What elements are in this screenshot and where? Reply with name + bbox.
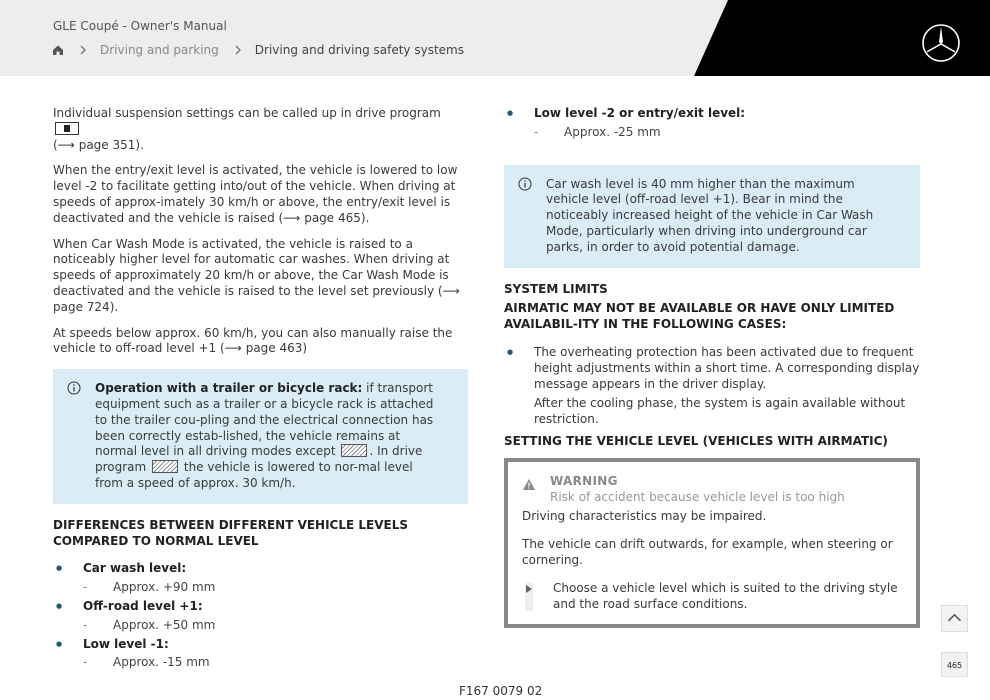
level-label: Low level -2 or entry/exit level: (534, 106, 746, 120)
footer-code: F167 0079 02 (459, 684, 543, 698)
level-value: Approx. +50 mm (113, 617, 216, 632)
section-subheading-limits: AIRMATIC MAY NOT BE AVAILABLE OR HAVE ONLY LIMITED AVAILABIL-ITY IN THE FOLLOWING CASES: (504, 301, 895, 332)
info-bold-label: Operation with a trailer or bicycle rack: (95, 381, 363, 396)
car-wash-icon (341, 444, 367, 457)
paragraph-entry-exit-level: When the entry/exit level is activated, the vehicle is lowered to low level -2 to facilitate getting into/out of the vehicle. When driving at speeds of approx-imately 30 km/h or above, the entry/exit level is deactivated and the vehicle is raised (⟶ page 465). (53, 163, 458, 225)
info-box-trailer (53, 369, 468, 504)
list-item (53, 599, 468, 615)
paragraph-manual-raise: At speeds below approx. 60 km/h, you can also manually raise the vehicle to off-road level +1 (⟶ page 463) (53, 325, 453, 356)
levels-list (53, 637, 468, 653)
breadcrumb-current: Driving and driving safety systems (254, 43, 464, 57)
limits-list (504, 345, 920, 428)
dash-marker: - (534, 124, 539, 139)
section-heading-system-limits: SYSTEM LIMITS (504, 281, 608, 296)
car-wash-icon (152, 460, 178, 473)
list-subitem (53, 655, 468, 671)
warning-box (504, 458, 920, 629)
header-bar (0, 0, 990, 76)
left-column (53, 106, 468, 671)
warning-action-text: Choose a vehicle level which is suited to the driving style and the road surface conditions. (553, 580, 898, 611)
list-item (504, 106, 920, 122)
levels-list (53, 561, 468, 577)
dash-marker: - (83, 617, 88, 632)
drive-program-icon (55, 122, 79, 135)
chevron-right-icon (233, 44, 243, 56)
list-item (53, 637, 468, 653)
warning-action (522, 581, 902, 613)
warning-triangle-icon (522, 478, 536, 491)
info-text: if transport equipment such as a trailer or a bicycle rack is attached to the trailer cou-pling and the electrical connection has been correctly estab-lished, the vehicle remains at normal level in all driving modes except (95, 381, 434, 459)
section-heading-setting-level: SETTING THE VEHICLE LEVEL (VEHICLES WITH AIRMATIC) (504, 433, 888, 448)
info-text: . In drive program (95, 444, 423, 475)
list-subitem (504, 125, 920, 141)
warning-title: WARNING (550, 473, 618, 488)
warning-line: Driving characteristics may be impaired. (522, 509, 767, 524)
chevron-up-icon (942, 606, 967, 631)
list-subitem (53, 618, 468, 634)
dash-marker: - (83, 655, 88, 670)
info-box-car-wash (504, 165, 920, 268)
level-value: Approx. -25 mm (564, 124, 661, 139)
mercedes-star-logo (921, 23, 961, 63)
level-value: Approx. +90 mm (113, 580, 216, 595)
paragraph-car-wash-mode: When Car Wash Mode is activated, the vehicle is raised to a noticeably higher level for automatic car washes. When driving at speeds of approximately 20 km/h or above, the Car Wash Mode is deactivated and the vehicle is raised to the level set previously (⟶ page 724). (53, 236, 460, 314)
info-text: Car wash level is 40 mm higher than the maximum vehicle level (off-road level +1). Bear in mind the noticeably increased height of the vehicle in Car Wash Mode, particularly when driving into underground car parks, in order to avoid potential damage. (546, 176, 874, 254)
levels-list (53, 599, 468, 615)
level-label: Car wash level: (83, 561, 187, 576)
limits-item-text: After the cooling phase, the system is again available without restriction. (534, 396, 906, 427)
list-item (504, 345, 920, 428)
manual-title: GLE Coupé - Owner's Manual (53, 19, 227, 33)
list-item (53, 561, 468, 577)
info-icon (67, 381, 81, 395)
right-column (504, 106, 920, 628)
page-reference-link[interactable]: (⟶ page 351). (53, 137, 144, 152)
levels-list (504, 106, 920, 122)
breadcrumb-parent-link[interactable]: Driving and parking (100, 43, 219, 57)
info-text: the vehicle is lowered to nor-mal level from a speed of approx. 30 km/h. (95, 460, 413, 490)
list-subitem (53, 580, 468, 596)
warning-line: The vehicle can drift outwards, for example, when steering or cornering. (522, 537, 893, 567)
scroll-to-top-button[interactable] (941, 605, 968, 632)
action-arrow-icon (525, 583, 533, 611)
home-icon[interactable] (52, 44, 64, 56)
paragraph-text: Individual suspension settings can be called up in drive program (53, 106, 441, 120)
breadcrumb (52, 42, 464, 58)
level-label: Low level -1: (83, 636, 169, 651)
warning-header (522, 474, 902, 506)
info-icon (518, 177, 532, 191)
warning-subtitle: Risk of accident because vehicle level is too high (550, 489, 845, 504)
level-value: Approx. -15 mm (113, 655, 210, 670)
dash-marker: - (83, 580, 88, 595)
chevron-right-icon (78, 44, 88, 56)
limits-item-text: ● The overheating protection has been activated due to frequent height adjustments within a short time. A corresponding display message appears in the driver display. (534, 344, 920, 391)
page-number-button[interactable]: 465 (941, 652, 968, 677)
section-heading-differences: DIFFERENCES BETWEEN DIFFERENT VEHICLE LEVELS COMPARED TO NORMAL LEVEL (53, 517, 409, 548)
level-label: Off-road level +1: (83, 598, 203, 613)
paragraph-suspension-settings (53, 106, 468, 153)
